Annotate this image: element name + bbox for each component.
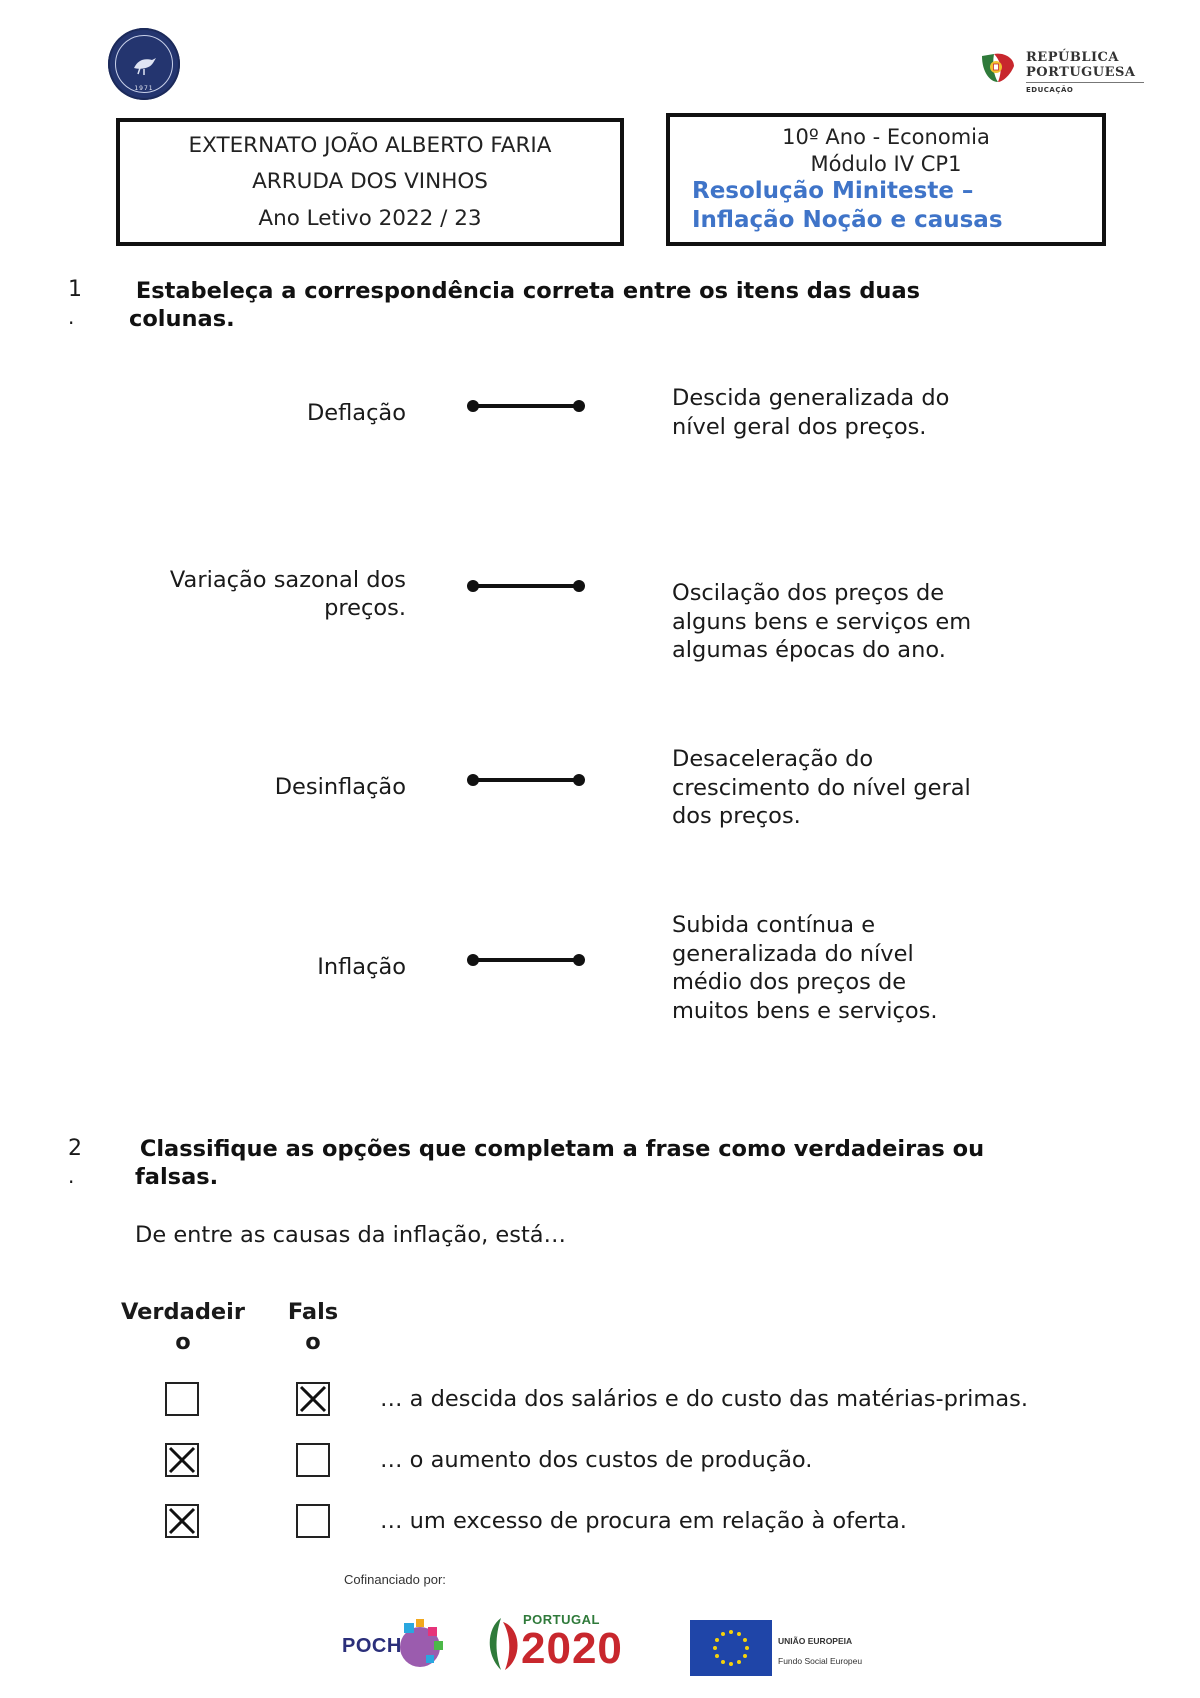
option-1-text: … a descida dos salários e do custo das matérias-primas. bbox=[380, 1386, 1028, 1412]
question-2-stem: De entre as causas da inflação, está… bbox=[135, 1222, 567, 1248]
question-1-number: 1 bbox=[68, 277, 82, 302]
portugal-emblem-icon bbox=[980, 50, 1016, 84]
term-line: preços. bbox=[324, 595, 406, 621]
definition-2-line: alguns bens e serviços em bbox=[672, 608, 972, 635]
ue-text: UNIÃO EUROPEIA bbox=[778, 1636, 853, 1646]
check-x-icon bbox=[167, 1506, 197, 1536]
definition-2 bbox=[672, 579, 1032, 665]
question-1-text-line2: colunas. bbox=[129, 306, 235, 332]
column-header-false bbox=[238, 1297, 388, 1357]
option-3-text: … um excesso de procura em relação à oferta. bbox=[380, 1508, 907, 1534]
definition-4-line: generalizada do nível bbox=[672, 940, 914, 967]
course-info-box bbox=[666, 113, 1106, 246]
column-header-true bbox=[108, 1297, 258, 1357]
republica-text: REPÚBLICA bbox=[1026, 50, 1119, 65]
term-inflacao: Inflação bbox=[317, 954, 406, 980]
poch-logo bbox=[342, 1617, 448, 1675]
option-2-text: … o aumento dos custos de produção. bbox=[380, 1447, 813, 1473]
definition-1-line: Descida generalizada do bbox=[672, 385, 950, 411]
definition-1-line: nível geral dos preços. bbox=[672, 413, 927, 440]
checkbox-false-1[interactable] bbox=[296, 1382, 330, 1416]
checkbox-true-1[interactable] bbox=[165, 1382, 199, 1416]
educacao-text: EDUCAÇÃO bbox=[1026, 86, 1074, 94]
question-2-text-line1: Classifique as opções que completam a frase como verdadeiras ou bbox=[132, 1136, 985, 1162]
question-2-number: 2 bbox=[68, 1136, 82, 1161]
connector-4 bbox=[467, 953, 585, 967]
check-x-icon bbox=[298, 1384, 328, 1414]
term-variacao-sazonal bbox=[86, 566, 406, 622]
term-line: Variação sazonal dos bbox=[169, 567, 406, 593]
checkbox-true-2[interactable] bbox=[165, 1443, 199, 1477]
eu-flag bbox=[690, 1620, 772, 1676]
school-location: ARRUDA DOS VINHOS bbox=[252, 169, 488, 194]
question-2-text-line2: falsas. bbox=[135, 1164, 219, 1190]
connector-3 bbox=[467, 773, 585, 787]
term-desinflacao: Desinflação bbox=[274, 774, 406, 800]
portugal-2020-emblem-icon bbox=[481, 1614, 525, 1674]
bird-icon bbox=[130, 50, 158, 78]
school-name: EXTERNATO JOÃO ALBERTO FARIA bbox=[188, 133, 552, 158]
school-info-box bbox=[116, 118, 624, 246]
term-deflacao: Deflação bbox=[306, 400, 406, 426]
connector-1 bbox=[467, 399, 585, 413]
connector-2 bbox=[467, 579, 585, 593]
test-title: Resolução Miniteste – bbox=[692, 178, 974, 204]
check-x-icon bbox=[167, 1445, 197, 1475]
column-header-line: o bbox=[175, 1329, 191, 1355]
portuguesa-text: PORTUGUESA bbox=[1026, 65, 1136, 80]
test-topic: Inflação Noção e causas bbox=[692, 207, 1003, 233]
column-header-line: o bbox=[305, 1329, 321, 1355]
cofinanciado-label: Cofinanciado por: bbox=[344, 1572, 446, 1587]
definition-2-line: algumas épocas do ano. bbox=[672, 637, 946, 663]
checkbox-false-3[interactable] bbox=[296, 1504, 330, 1538]
school-year: Ano Letivo 2022 / 23 bbox=[258, 206, 482, 231]
portugal-2020-logo bbox=[481, 1610, 661, 1678]
definition-3-line: crescimento do nível geral bbox=[672, 774, 971, 801]
checkbox-true-3[interactable] bbox=[165, 1504, 199, 1538]
portugal-text: PORTUGAL bbox=[523, 1612, 600, 1627]
fse-text: Fundo Social Europeu bbox=[778, 1656, 863, 1666]
course-grade: 10º Ano - Economia bbox=[782, 125, 990, 149]
definition-4-line: médio dos preços de bbox=[672, 969, 907, 995]
definition-4 bbox=[672, 911, 1032, 1025]
definition-4-line: Subida contínua e bbox=[672, 912, 876, 938]
definition-3-line: dos preços. bbox=[672, 803, 801, 829]
question-2-dot: . bbox=[68, 1164, 75, 1188]
poch-text: POCH bbox=[342, 1635, 402, 1657]
eu-stars-icon bbox=[690, 1620, 772, 1676]
definition-2-line: Oscilação dos preços de bbox=[672, 580, 945, 606]
question-1-dot: . bbox=[68, 305, 75, 329]
column-header-line: Verdadeir bbox=[120, 1299, 245, 1325]
definition-4-line: muitos bens e serviços. bbox=[672, 997, 938, 1024]
definition-1 bbox=[672, 384, 1032, 441]
course-module: Módulo IV CP1 bbox=[810, 152, 962, 176]
school-seal-logo: 1971 bbox=[108, 28, 180, 100]
checkbox-false-2[interactable] bbox=[296, 1443, 330, 1477]
column-header-line: Fals bbox=[287, 1299, 339, 1325]
logo-divider bbox=[1026, 82, 1144, 83]
definition-3 bbox=[672, 745, 1032, 831]
year-2020-text: 2020 bbox=[521, 1624, 623, 1673]
republica-portuguesa-logo bbox=[980, 48, 1150, 98]
question-1-text-line1: Estabeleça a correspondência correta entre os itens das duas bbox=[128, 278, 921, 304]
definition-3-line: Desaceleração do bbox=[672, 746, 874, 772]
